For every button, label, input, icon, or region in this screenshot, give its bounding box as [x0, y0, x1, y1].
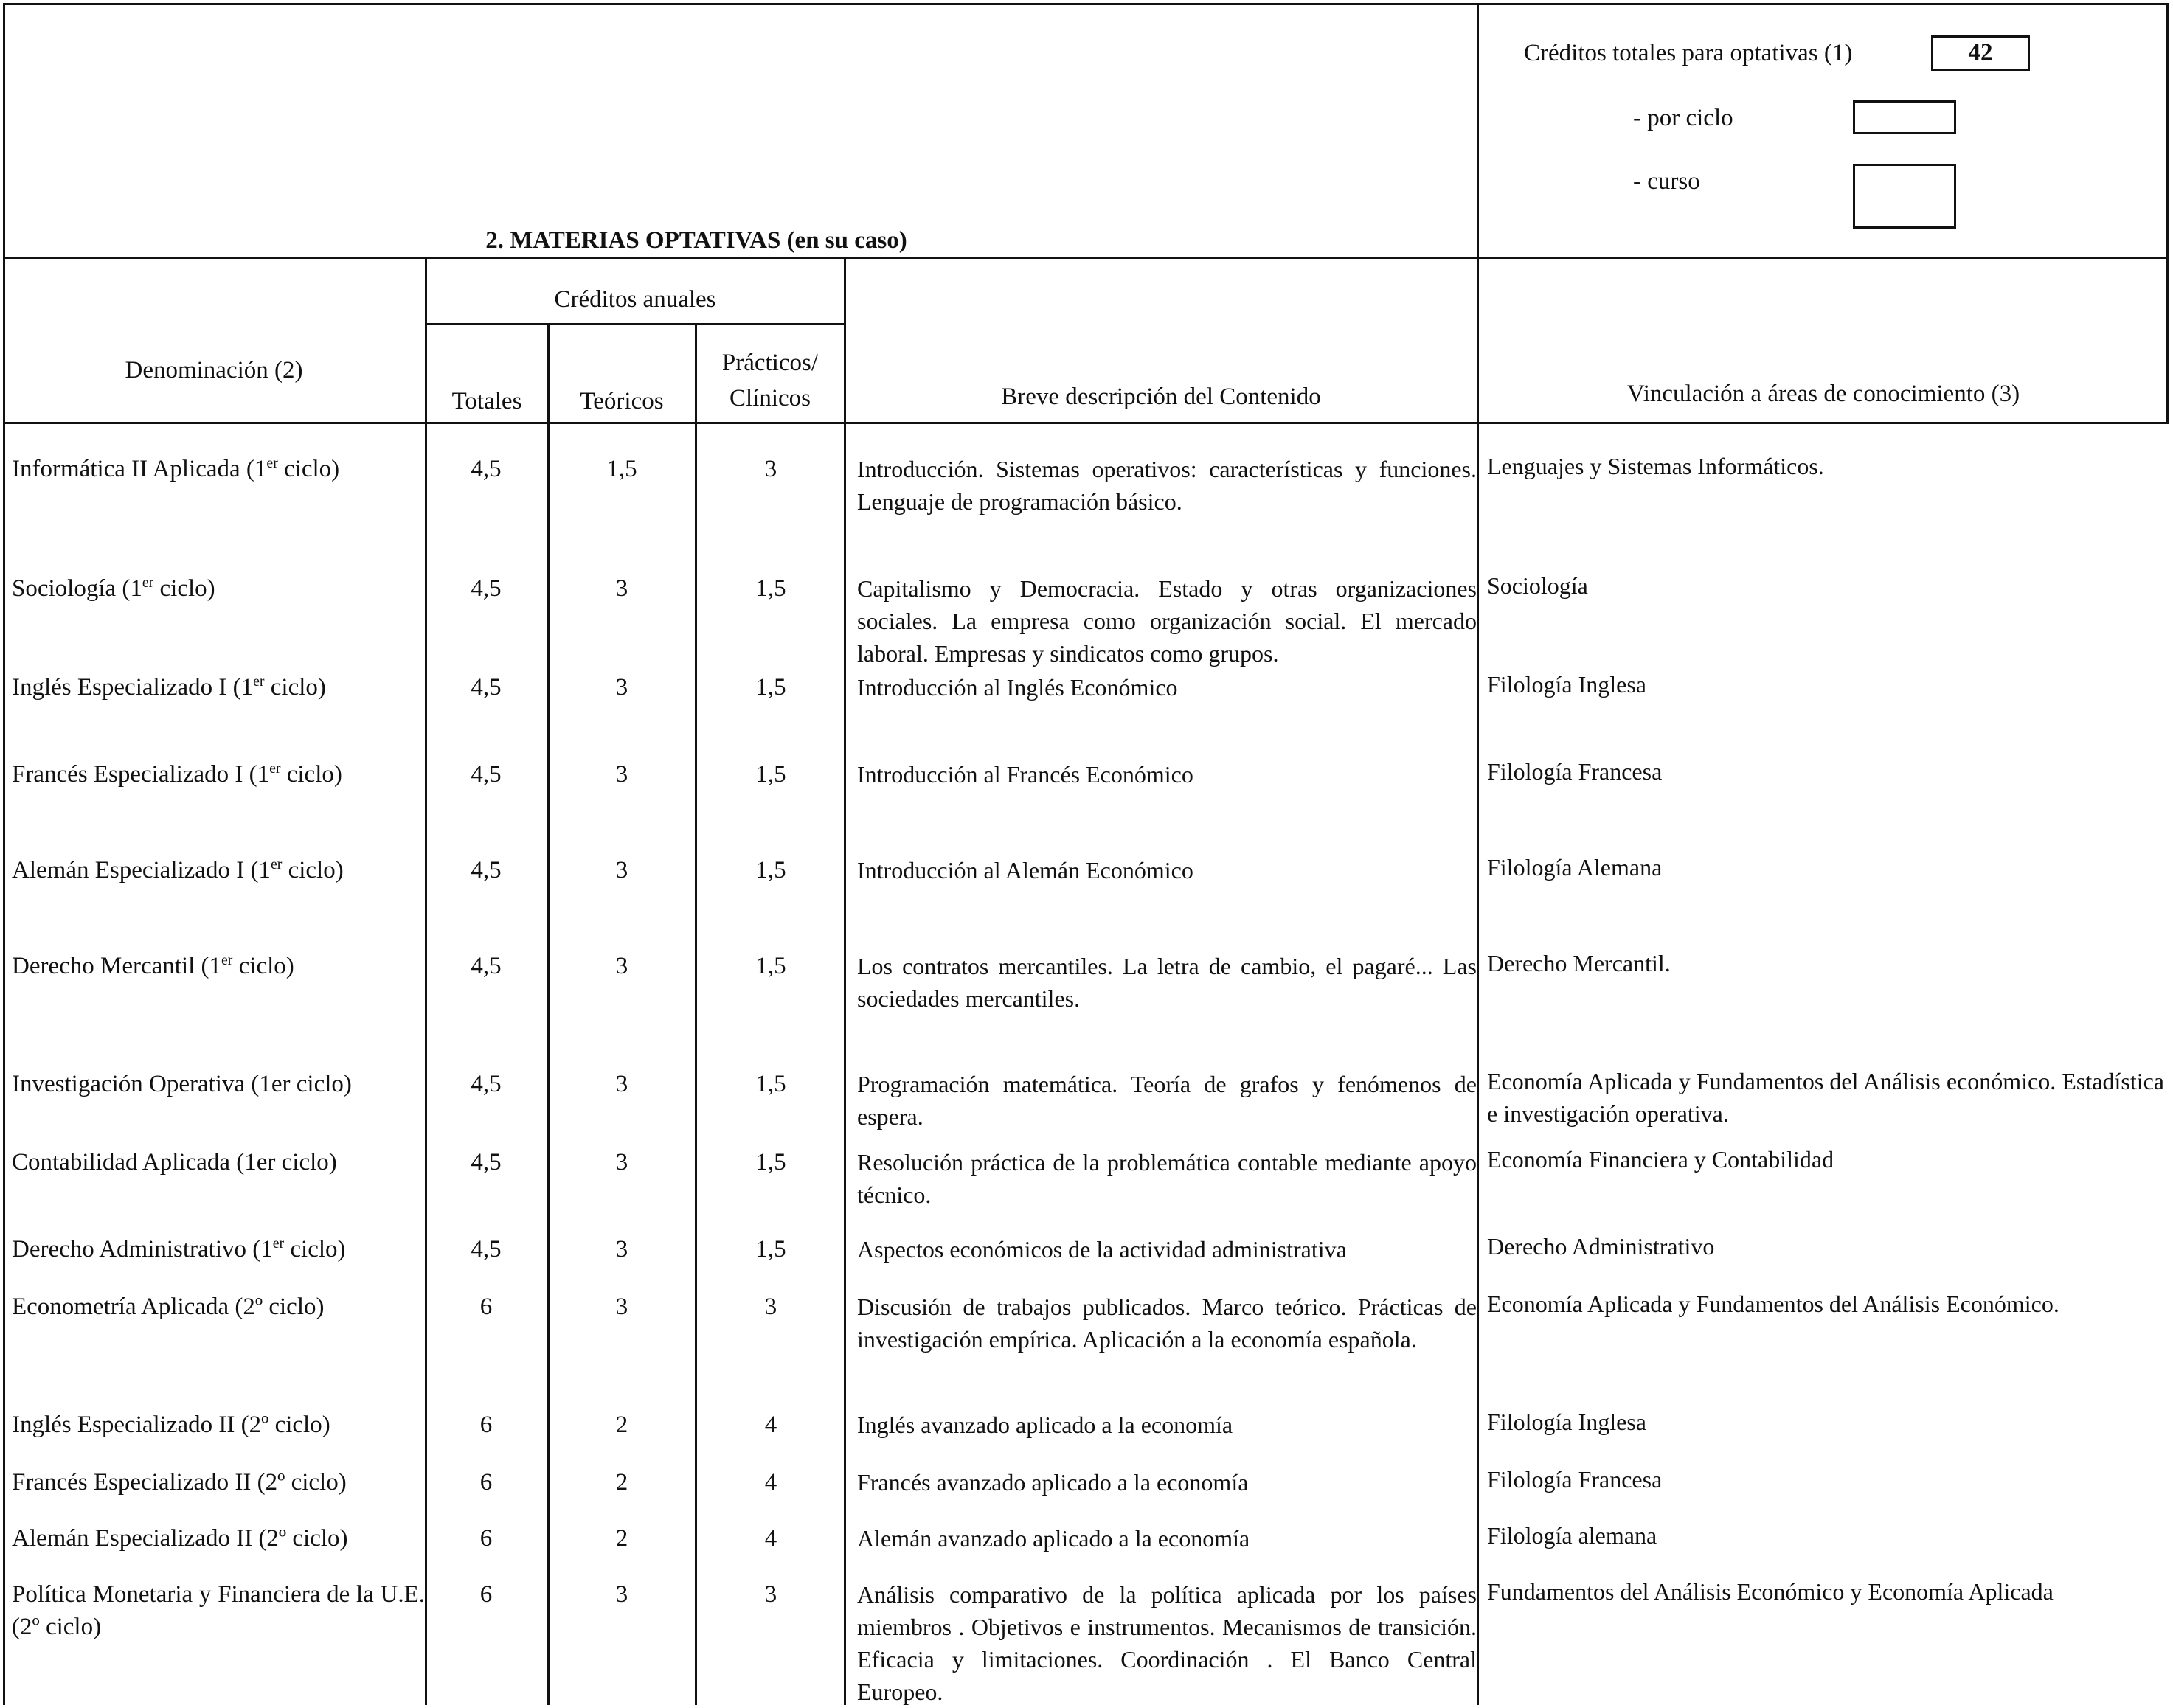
- row-name-superscript: er: [270, 856, 283, 872]
- row-totales: 6: [479, 1469, 493, 1496]
- row-name-text: Derecho Administrativo (1: [12, 1236, 273, 1263]
- row-name-superscript: er: [269, 760, 281, 777]
- row-name-suffix: ciclo): [277, 456, 340, 482]
- row-name-text: Contabilidad Aplicada (1er ciclo): [12, 1149, 337, 1176]
- row-denominacion: [12, 1068, 425, 1100]
- row-practicos: 4: [764, 1412, 777, 1438]
- por-ciclo-box: [1853, 100, 1956, 134]
- row-descripcion: Introducción al Inglés Económico: [857, 674, 1178, 701]
- row-vinculacion: Economía Aplicada y Fundamentos del Análisis económico. Estadística e investigación operativa.: [1487, 1068, 2164, 1127]
- row-practicos: 1,5: [755, 953, 786, 979]
- row-teoricos: 3: [615, 953, 628, 979]
- row-denominacion: [12, 572, 425, 605]
- row-totales: 6: [479, 1294, 493, 1320]
- row-practicos: 1,5: [755, 1149, 786, 1176]
- row-name-superscript: er: [253, 673, 265, 690]
- row-teoricos: 2: [615, 1525, 628, 1552]
- row-descripcion: Aspectos económicos de la actividad administrativa: [857, 1236, 1347, 1263]
- row-denominacion: [12, 1522, 425, 1555]
- curso-label: - curso: [1633, 168, 1700, 195]
- row-name-text: Alemán Especializado II (2º ciclo): [12, 1525, 348, 1552]
- row-name-suffix: ciclo): [232, 953, 294, 979]
- row-name-text: Alemán Especializado I (1: [12, 857, 271, 883]
- row-denominacion: [12, 1146, 425, 1178]
- row-totales: 4,5: [471, 1236, 502, 1263]
- row-teoricos: 2: [615, 1412, 628, 1438]
- row-totales: 6: [479, 1412, 493, 1438]
- row-practicos: 3: [764, 1294, 777, 1320]
- row-vinculacion: Filología Inglesa: [1487, 1409, 1646, 1435]
- row-practicos: 3: [764, 456, 777, 482]
- row-name-superscript: er: [221, 952, 233, 968]
- row-name-text: Derecho Mercantil (1: [12, 953, 222, 979]
- row-vinculacion: Derecho Administrativo: [1487, 1233, 1715, 1260]
- row-name-text: Investigación Operativa (1er ciclo): [12, 1071, 352, 1097]
- header-bottom-line: [3, 257, 2169, 259]
- col-header-vinculacion: Vinculación a áreas de conocimiento (3): [1626, 381, 2020, 407]
- row-name-superscript: er: [142, 574, 154, 591]
- row-denominacion: [12, 1291, 425, 1323]
- row-teoricos: 3: [615, 575, 628, 602]
- row-denominacion: [12, 1409, 425, 1441]
- row-teoricos: 2: [615, 1469, 628, 1496]
- row-denominacion: [12, 453, 425, 485]
- row-descripcion: Programación matemática. Teoría de grafos y fenómenos de espera.: [857, 1071, 1477, 1130]
- colheader-bottom-line: [3, 422, 2169, 424]
- row-teoricos: 3: [615, 1294, 628, 1320]
- col-header-descripcion: Breve descripción del Contenido: [1001, 383, 1321, 410]
- top-border: [3, 3, 2169, 5]
- row-descripcion: Inglés avanzado aplicado a la economía: [857, 1412, 1233, 1438]
- row-teoricos: 3: [615, 1236, 628, 1263]
- row-teoricos: 3: [615, 857, 628, 883]
- col-line-descripcion: [844, 257, 846, 1705]
- row-vinculacion: Economía Financiera y Contabilidad: [1487, 1146, 1834, 1173]
- row-descripcion: Los contratos mercantiles. La letra de cambio, el pagaré... Las sociedades mercantiles.: [857, 953, 1477, 1012]
- col-line-practicos: [695, 324, 697, 1705]
- por-ciclo-label: - por ciclo: [1633, 105, 1733, 131]
- row-vinculacion: Fundamentos del Análisis Económico y Economía Aplicada: [1487, 1578, 2054, 1605]
- creditos-totales-label: Créditos totales para optativas (1): [1524, 40, 1853, 66]
- row-descripcion: Análisis comparativo de la política aplicada por los países miembros . Objetivos e instrumentos. Mecanismos de transición. Eficacia y limitaciones. Coordinación . El Banco Central Europeo.: [857, 1581, 1477, 1705]
- row-totales: 4,5: [471, 674, 502, 701]
- creditos-totales-value: 42: [1968, 39, 1993, 66]
- col-header-creditos-anuales: Créditos anuales: [554, 286, 716, 313]
- row-teoricos: 3: [615, 761, 628, 788]
- row-vinculacion: Filología Francesa: [1487, 1466, 1663, 1493]
- row-totales: 6: [479, 1525, 493, 1552]
- row-totales: 4,5: [471, 1149, 502, 1176]
- row-practicos: 1,5: [755, 1071, 786, 1097]
- row-name-superscript: er: [272, 1235, 285, 1252]
- row-denominacion: [12, 950, 425, 982]
- row-practicos: 4: [764, 1469, 777, 1496]
- row-practicos: 1,5: [755, 575, 786, 602]
- row-practicos: 1,5: [755, 761, 786, 788]
- row-vinculacion: Sociología: [1487, 572, 1588, 599]
- row-totales: 4,5: [471, 761, 502, 788]
- row-totales: 4,5: [471, 953, 502, 979]
- row-practicos: 1,5: [755, 674, 786, 701]
- row-name-suffix: ciclo): [282, 857, 344, 883]
- row-descripcion: Introducción al Alemán Económico: [857, 857, 1193, 883]
- row-totales: 4,5: [471, 456, 502, 482]
- row-teoricos: 3: [615, 1581, 628, 1608]
- document-page: [3, 3, 2169, 1705]
- row-denominacion: [12, 1578, 425, 1643]
- col-header-teoricos: Teóricos: [580, 388, 664, 414]
- row-denominacion: [12, 1466, 425, 1499]
- row-denominacion: [12, 758, 425, 791]
- row-descripcion: Resolución práctica de la problemática contable mediante apoyo técnico.: [857, 1149, 1477, 1208]
- row-denominacion: [12, 854, 425, 886]
- creditos-totales-box: [1931, 35, 2030, 71]
- row-practicos: 1,5: [755, 857, 786, 883]
- row-totales: 4,5: [471, 575, 502, 602]
- col-header-denominacion: Denominación (2): [125, 357, 303, 383]
- row-teoricos: 1,5: [606, 456, 637, 482]
- row-totales: 6: [479, 1581, 493, 1608]
- row-teoricos: 3: [615, 674, 628, 701]
- row-vinculacion: Filología alemana: [1487, 1522, 1657, 1549]
- row-practicos: 1,5: [755, 1236, 786, 1263]
- row-denominacion: [12, 671, 425, 704]
- page-title: 2. MATERIAS OPTATIVAS (en su caso): [485, 227, 907, 254]
- row-denominacion: [12, 1233, 425, 1266]
- row-name-suffix: ciclo): [284, 1236, 346, 1263]
- creditos-anuales-underline: [425, 323, 845, 325]
- row-teoricos: 3: [615, 1149, 628, 1176]
- col-header-practicos-line1: Prácticos/: [721, 350, 819, 376]
- row-descripcion: Introducción al Francés Económico: [857, 761, 1193, 788]
- row-practicos: 3: [764, 1581, 777, 1608]
- row-vinculacion: Lenguajes y Sistemas Informáticos.: [1487, 453, 1824, 479]
- row-name-text: Sociología (1: [12, 575, 142, 602]
- row-name-text: Inglés Especializado II (2º ciclo): [12, 1412, 330, 1438]
- row-name-text: Francés Especializado II (2º ciclo): [12, 1469, 347, 1496]
- row-name-text: Francés Especializado I (1: [12, 761, 270, 788]
- row-vinculacion: Filología Alemana: [1487, 854, 1663, 881]
- row-descripcion: Francés avanzado aplicado a la economía: [857, 1469, 1249, 1496]
- row-practicos: 4: [764, 1525, 777, 1552]
- right-border: [2166, 3, 2169, 423]
- col-header-practicos-line2: Clínicos: [729, 385, 811, 412]
- row-teoricos: 3: [615, 1071, 628, 1097]
- row-vinculacion: Filología Francesa: [1487, 758, 1663, 785]
- row-descripcion: Alemán avanzado aplicado a la economía: [857, 1525, 1250, 1552]
- row-name-text: Política Monetaria y Financiera de la U.E. (2º ciclo): [12, 1581, 425, 1640]
- row-descripcion: Capitalismo y Democracia. Estado y otras organizaciones sociales. La empresa como organización social. El mercado laboral. Empresas y sindicatos como grupos.: [857, 575, 1477, 667]
- row-descripcion: Introducción. Sistemas operativos: características y funciones. Lenguaje de programación básico.: [857, 456, 1477, 515]
- row-name-text: Inglés Especializado I (1: [12, 674, 254, 701]
- row-name-text: Informática II Aplicada (1: [12, 456, 267, 482]
- curso-box: [1853, 164, 1956, 229]
- row-descripcion: Discusión de trabajos publicados. Marco teórico. Prácticas de investigación empírica. Aplicación a la economía española.: [857, 1294, 1477, 1353]
- row-name-superscript: er: [266, 455, 278, 471]
- row-vinculacion: Derecho Mercantil.: [1487, 950, 1671, 976]
- row-totales: 4,5: [471, 857, 502, 883]
- row-name-suffix: ciclo): [280, 761, 342, 788]
- row-name-suffix: ciclo): [153, 575, 215, 602]
- row-totales: 4,5: [471, 1071, 502, 1097]
- row-vinculacion: Economía Aplicada y Fundamentos del Análisis Económico.: [1487, 1291, 2059, 1317]
- row-name-suffix: ciclo): [264, 674, 326, 701]
- row-name-text: Econometría Aplicada (2º ciclo): [12, 1294, 325, 1320]
- row-vinculacion: Filología Inglesa: [1487, 671, 1646, 698]
- col-header-totales: Totales: [451, 388, 522, 414]
